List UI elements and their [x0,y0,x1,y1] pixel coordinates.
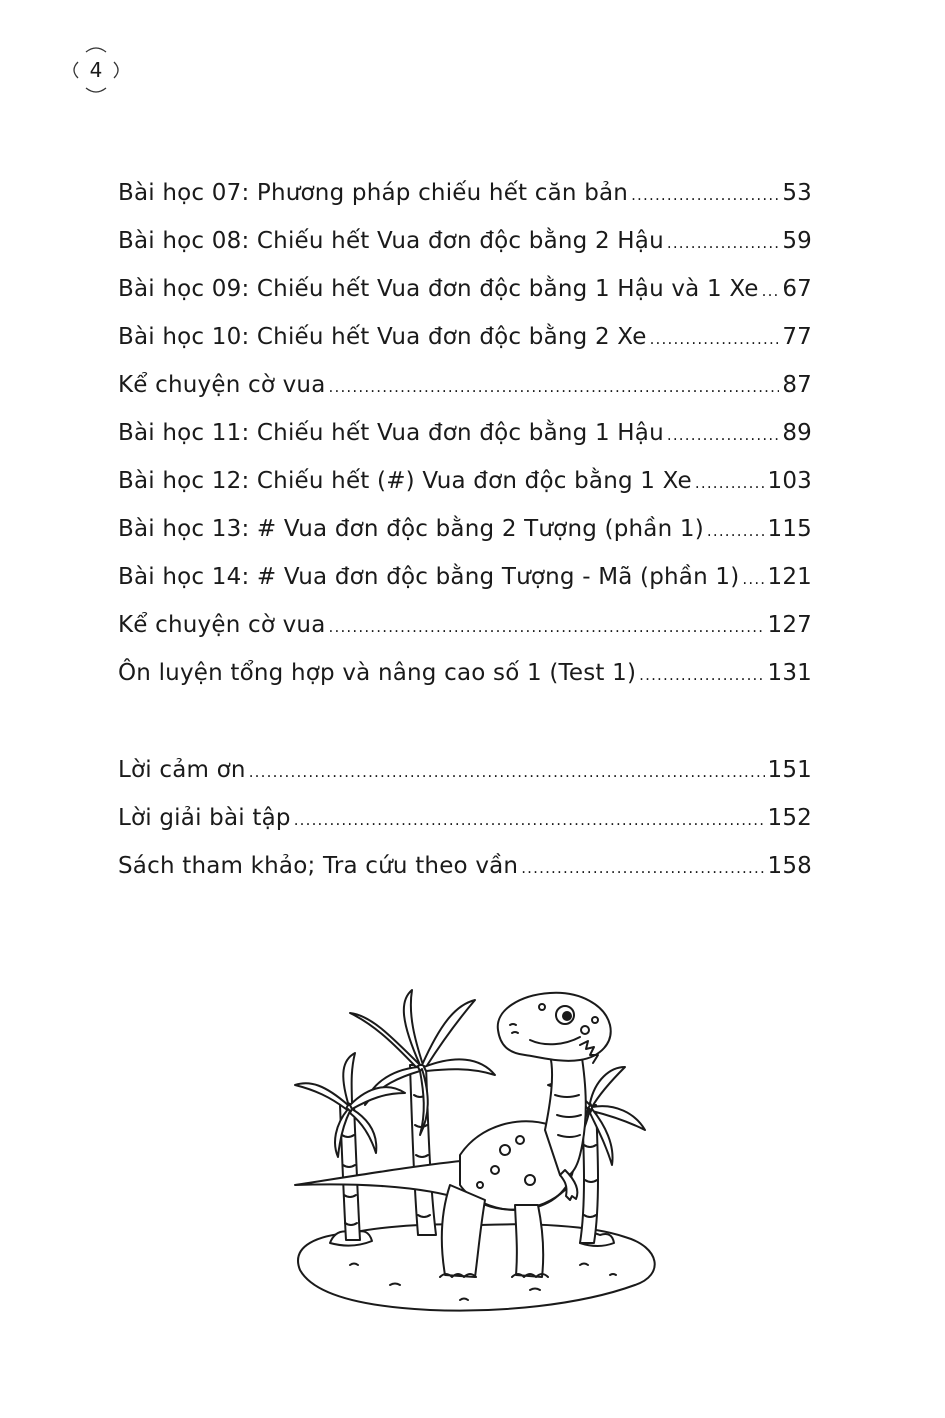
toc-entry[interactable] [118,172,812,220]
dot-leader [249,751,765,793]
dot-leader [667,222,779,264]
dot-leader [695,462,765,504]
toc-entry-page: 53 [782,180,812,206]
toc-entry-title: Bài học 11: Chiếu hết Vua đơn độc bằng 1 Hậu [118,420,664,446]
dinosaur-island-illustration [280,985,670,1320]
toc-entry-title: Bài học 13: # Vua đơn độc bằng 2 Tượng (phần 1) [118,516,704,542]
toc-entry-page: 67 [782,276,812,302]
toc-entry-title: Kể chuyện cờ vua [118,372,326,398]
toc-entry[interactable] [118,604,812,652]
page-number-badge [68,44,124,96]
toc-entry[interactable] [118,268,812,316]
toc-entry[interactable] [118,316,812,364]
toc-entry-page: 77 [782,324,812,350]
dot-leader [639,654,764,696]
toc-entry[interactable] [118,412,812,460]
toc-entry-title: Bài học 12: Chiếu hết (#) Vua đơn độc bằng 1 Xe [118,468,692,494]
toc-entry[interactable] [118,749,812,797]
toc-entry[interactable] [118,220,812,268]
toc-entry-title: Kể chuyện cờ vua [118,612,326,638]
toc-entry[interactable] [118,652,812,700]
toc-entry[interactable] [118,797,812,845]
toc-entry-title: Lời cảm ơn [118,757,246,783]
toc-entry-page: 121 [767,564,812,590]
toc-entry[interactable] [118,845,812,893]
toc-entry[interactable] [118,460,812,508]
toc-entry-page: 87 [782,372,812,398]
dot-leader [742,558,764,600]
toc-entry-page: 103 [767,468,812,494]
toc-entry-title: Bài học 10: Chiếu hết Vua đơn độc bằng 2 Xe [118,324,647,350]
dot-leader [667,414,779,456]
toc-lessons [118,172,812,700]
dot-leader [329,606,765,648]
toc-entry-page: 127 [767,612,812,638]
toc-entry-title: Ôn luyện tổng hợp và nâng cao số 1 (Test 1) [118,660,637,686]
toc-entry-page: 59 [782,228,812,254]
dot-leader [329,366,780,408]
dot-leader [707,510,765,552]
toc-entry-title: Lời giải bài tập [118,805,291,831]
page-number: 4 [89,58,103,82]
toc-entry-title: Bài học 08: Chiếu hết Vua đơn độc bằng 2 Hậu [118,228,664,254]
dot-leader [631,174,779,216]
toc-entry-page: 131 [767,660,812,686]
toc-entry[interactable] [118,508,812,556]
dot-leader [650,318,780,360]
toc-entry-page: 152 [767,805,812,831]
toc-entry-title: Bài học 09: Chiếu hết Vua đơn độc bằng 1 Hậu và 1 Xe [118,276,759,302]
toc-appendix [118,749,812,893]
toc-entry-page: 158 [767,853,812,879]
toc-entry-title: Sách tham khảo; Tra cứu theo vần [118,853,519,879]
dinosaur-icon [280,985,670,1320]
toc-entry-page: 151 [767,757,812,783]
dot-leader [294,799,765,841]
toc-entry-title: Bài học 07: Phương pháp chiếu hết căn bản [118,180,629,206]
toc-entry-page: 115 [767,516,812,542]
dot-leader [762,270,780,312]
toc-entry[interactable] [118,364,812,412]
toc-entry-page: 89 [782,420,812,446]
dot-leader [521,847,764,889]
toc-entry[interactable] [118,556,812,604]
toc-entry-title: Bài học 14: # Vua đơn độc bằng Tượng - Mã (phần 1) [118,564,740,590]
